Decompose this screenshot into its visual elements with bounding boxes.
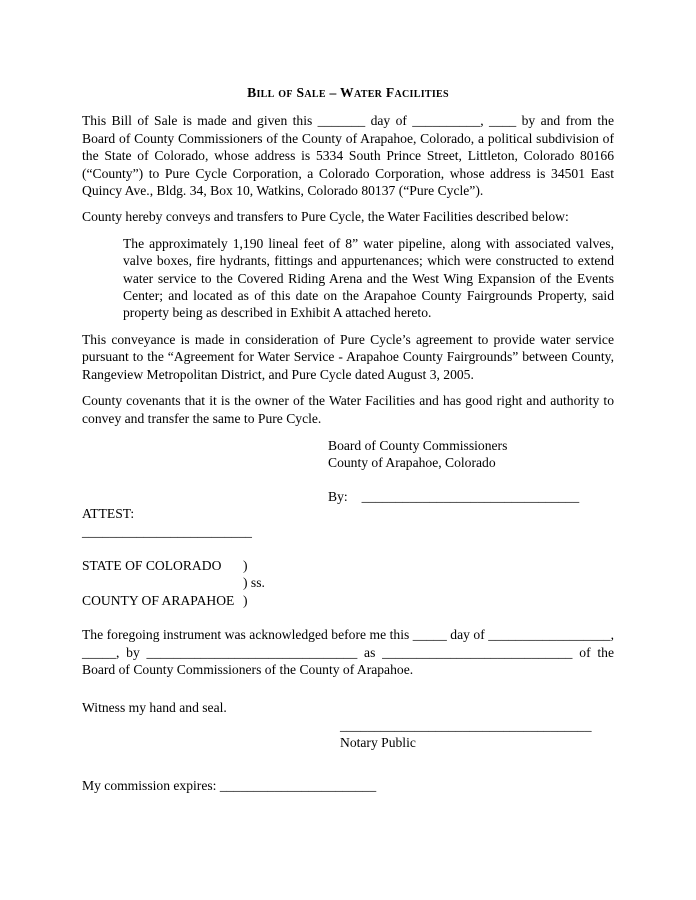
conveyance-lead-paragraph: County hereby conveys and transfers to Pure Cycle, the Water Facilities described below: [82,209,569,225]
acknowledgment-paragraph: The foregoing instrument was acknowledged before me this _____ day of __________________, _____, by _______________________________ as ____________________________ of the Board of County Commissioners of the County of Arapahoe. [82,627,614,677]
signer-org-line2: County of Arapahoe, Colorado [328,455,496,471]
county-paren: ) [243,592,248,608]
attest-signature-line: _________________________ [82,523,252,539]
signature-block [82,437,614,540]
commission-expires-row: My commission expires: _______________________ [82,777,377,793]
attest-label: ATTEST: [82,506,135,522]
signer-org-line1: Board of County Commissioners [328,437,508,453]
county-label: COUNTY OF ARAPAHOE [82,592,235,608]
by-signature-line: ________________________________ [361,488,580,504]
facilities-description-paragraph: The approximately 1,190 lineal feet of 8” water pipeline, along with associated valves, valve boxes, fire hydrants, fittings and appurtenances; which were constructed to extend water service to the Covered Riding Arena and the West Wing Expansion of the Events Center; and located as of this date on the Arapahoe County Fairgrounds Property, said property being as described in Exhibit A attached hereto. [123,235,614,321]
by-label: By: [328,488,348,504]
state-label: STATE OF COLORADO [82,557,222,573]
county-of-arapahoe-row [82,592,614,609]
signer-organization [328,437,614,472]
consideration-paragraph: This conveyance is made in consideration of Pure Cycle’s agreement to provide water service pursuant to the “Agreement for Water Service - Arapahoe County Fairgrounds” between County, Rangeview Metropolitan District, and Pure Cycle dated August 3, 2005. [82,331,614,382]
ss-label: ) ss. [243,575,265,591]
by-signature-row [328,488,614,505]
notary-signature-line: _____________________________________ [340,717,592,733]
document-title: Bill of Sale – Water Facilities [247,85,449,100]
state-paren: ) [243,557,248,573]
ss-row [82,574,614,591]
notary-venue-block [82,557,614,609]
intro-paragraph: This Bill of Sale is made and given this _______ day of __________, ____ by and from the Board of County Commissioners of the County of Arapahoe, Colorado, a political subdivision of the State of Colorado, whose address is 5334 South Prince Street, Littleton, Colorado 80166 (“County”) to Pure Cycle Corporation, a Colorado Corporation, whose address is 34501 East Quincy Ave., Bldg. 34, Box 10, Watkins, Colorado 80137 (“Pure Cycle”). [82,113,614,199]
notary-public-label: Notary Public [340,735,416,751]
covenant-paragraph: County covenants that it is the owner of the Water Facilities and has good right and authority to convey and transfer the same to Pure Cycle. [82,393,614,426]
notary-signature-block [340,717,614,752]
witness-paragraph: Witness my hand and seal. [82,700,227,716]
state-of-colorado-row [82,557,614,574]
